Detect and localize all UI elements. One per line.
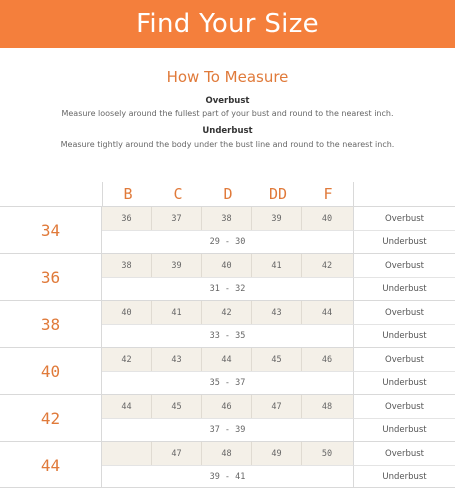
band-size-label: 40 [0,348,102,394]
underbust-range: 35 - 37 [102,371,354,394]
underbust-row-label: Underbust [354,418,455,441]
cup-header-c: C [173,185,183,203]
overbust-cell: 40 [102,301,152,324]
band-row-34 [0,206,455,253]
overbust-cell: 42 [102,348,152,371]
overbust-cell: 49 [252,442,302,465]
overbust-cell: 44 [321,307,333,318]
underbust-row-label: Underbust [354,324,455,347]
overbust-cell: 38 [202,207,252,230]
band-size-label: 38 [0,301,102,347]
overbust-cell: 42 [202,301,252,324]
overbust-row [102,348,354,371]
overbust-cell: 43 [152,348,202,371]
band-size-label: 34 [0,207,102,253]
page-header [0,0,455,48]
underbust-instructions: Measure tightly around the body under the bust line and round to the nearest inch. [60,140,395,149]
overbust-cell: 48 [321,401,333,412]
page-title: Find Your Size [136,9,319,39]
size-chart [0,182,455,488]
overbust-cell: 46 [321,354,333,365]
band-row-40 [0,347,455,394]
overbust-cell: 47 [252,395,302,418]
overbust-row [102,395,354,418]
band-row-38 [0,300,455,347]
overbust-cell: 45 [252,348,302,371]
underbust-row-label: Underbust [354,230,455,253]
overbust-cell: 39 [152,254,202,277]
overbust-cell: 44 [202,348,252,371]
overbust-cell: 37 [152,207,202,230]
overbust-cell: 50 [321,448,333,459]
band-row-44 [0,441,455,488]
overbust-cell: 40 [202,254,252,277]
overbust-cell: 47 [152,442,202,465]
overbust-row-label: Overbust [385,307,424,318]
overbust-row-label: Overbust [385,401,424,412]
overbust-heading: Overbust [205,96,250,106]
band-size-label: 36 [0,254,102,300]
underbust-range: 33 - 35 [102,324,354,347]
cup-header-b: B [123,185,133,203]
overbust-row [102,442,354,465]
underbust-range: 29 - 30 [102,230,354,253]
overbust-row-label: Overbust [385,448,424,459]
overbust-row [102,207,354,230]
overbust-cell: 41 [252,254,302,277]
overbust-row-label: Overbust [385,354,424,365]
cup-header-d: D [223,185,233,203]
overbust-cell: 44 [102,395,152,418]
overbust-cell: 39 [252,207,302,230]
overbust-row [102,254,354,277]
overbust-cell: 45 [152,395,202,418]
band-row-42 [0,394,455,441]
cup-header-dd: DD [268,185,288,203]
underbust-row-label: Underbust [354,465,455,488]
overbust-cell: 38 [102,254,152,277]
overbust-instructions: Measure loosely around the fullest part of your bust and round to the nearest inch. [61,109,394,118]
band-size-label: 44 [0,442,102,488]
how-to-measure-title: How To Measure [166,68,289,86]
overbust-cell: 41 [152,301,202,324]
underbust-range: 39 - 41 [102,465,354,488]
cup-header-row [102,182,354,206]
underbust-range: 37 - 39 [102,418,354,441]
underbust-heading: Underbust [202,126,253,136]
overbust-row-label: Overbust [385,213,424,224]
overbust-row-label: Overbust [385,260,424,271]
underbust-row-label: Underbust [354,277,455,300]
overbust-cell: 42 [321,260,333,271]
underbust-range: 31 - 32 [102,277,354,300]
overbust-cell: 46 [202,395,252,418]
band-size-label: 42 [0,395,102,441]
overbust-row [102,301,354,324]
band-row-36 [0,253,455,300]
overbust-cell [102,442,152,465]
overbust-cell: 43 [252,301,302,324]
overbust-cell: 40 [321,213,333,224]
overbust-cell: 48 [202,442,252,465]
underbust-row-label: Underbust [354,371,455,394]
cup-header-f: F [323,185,333,203]
overbust-cell: 36 [102,207,152,230]
